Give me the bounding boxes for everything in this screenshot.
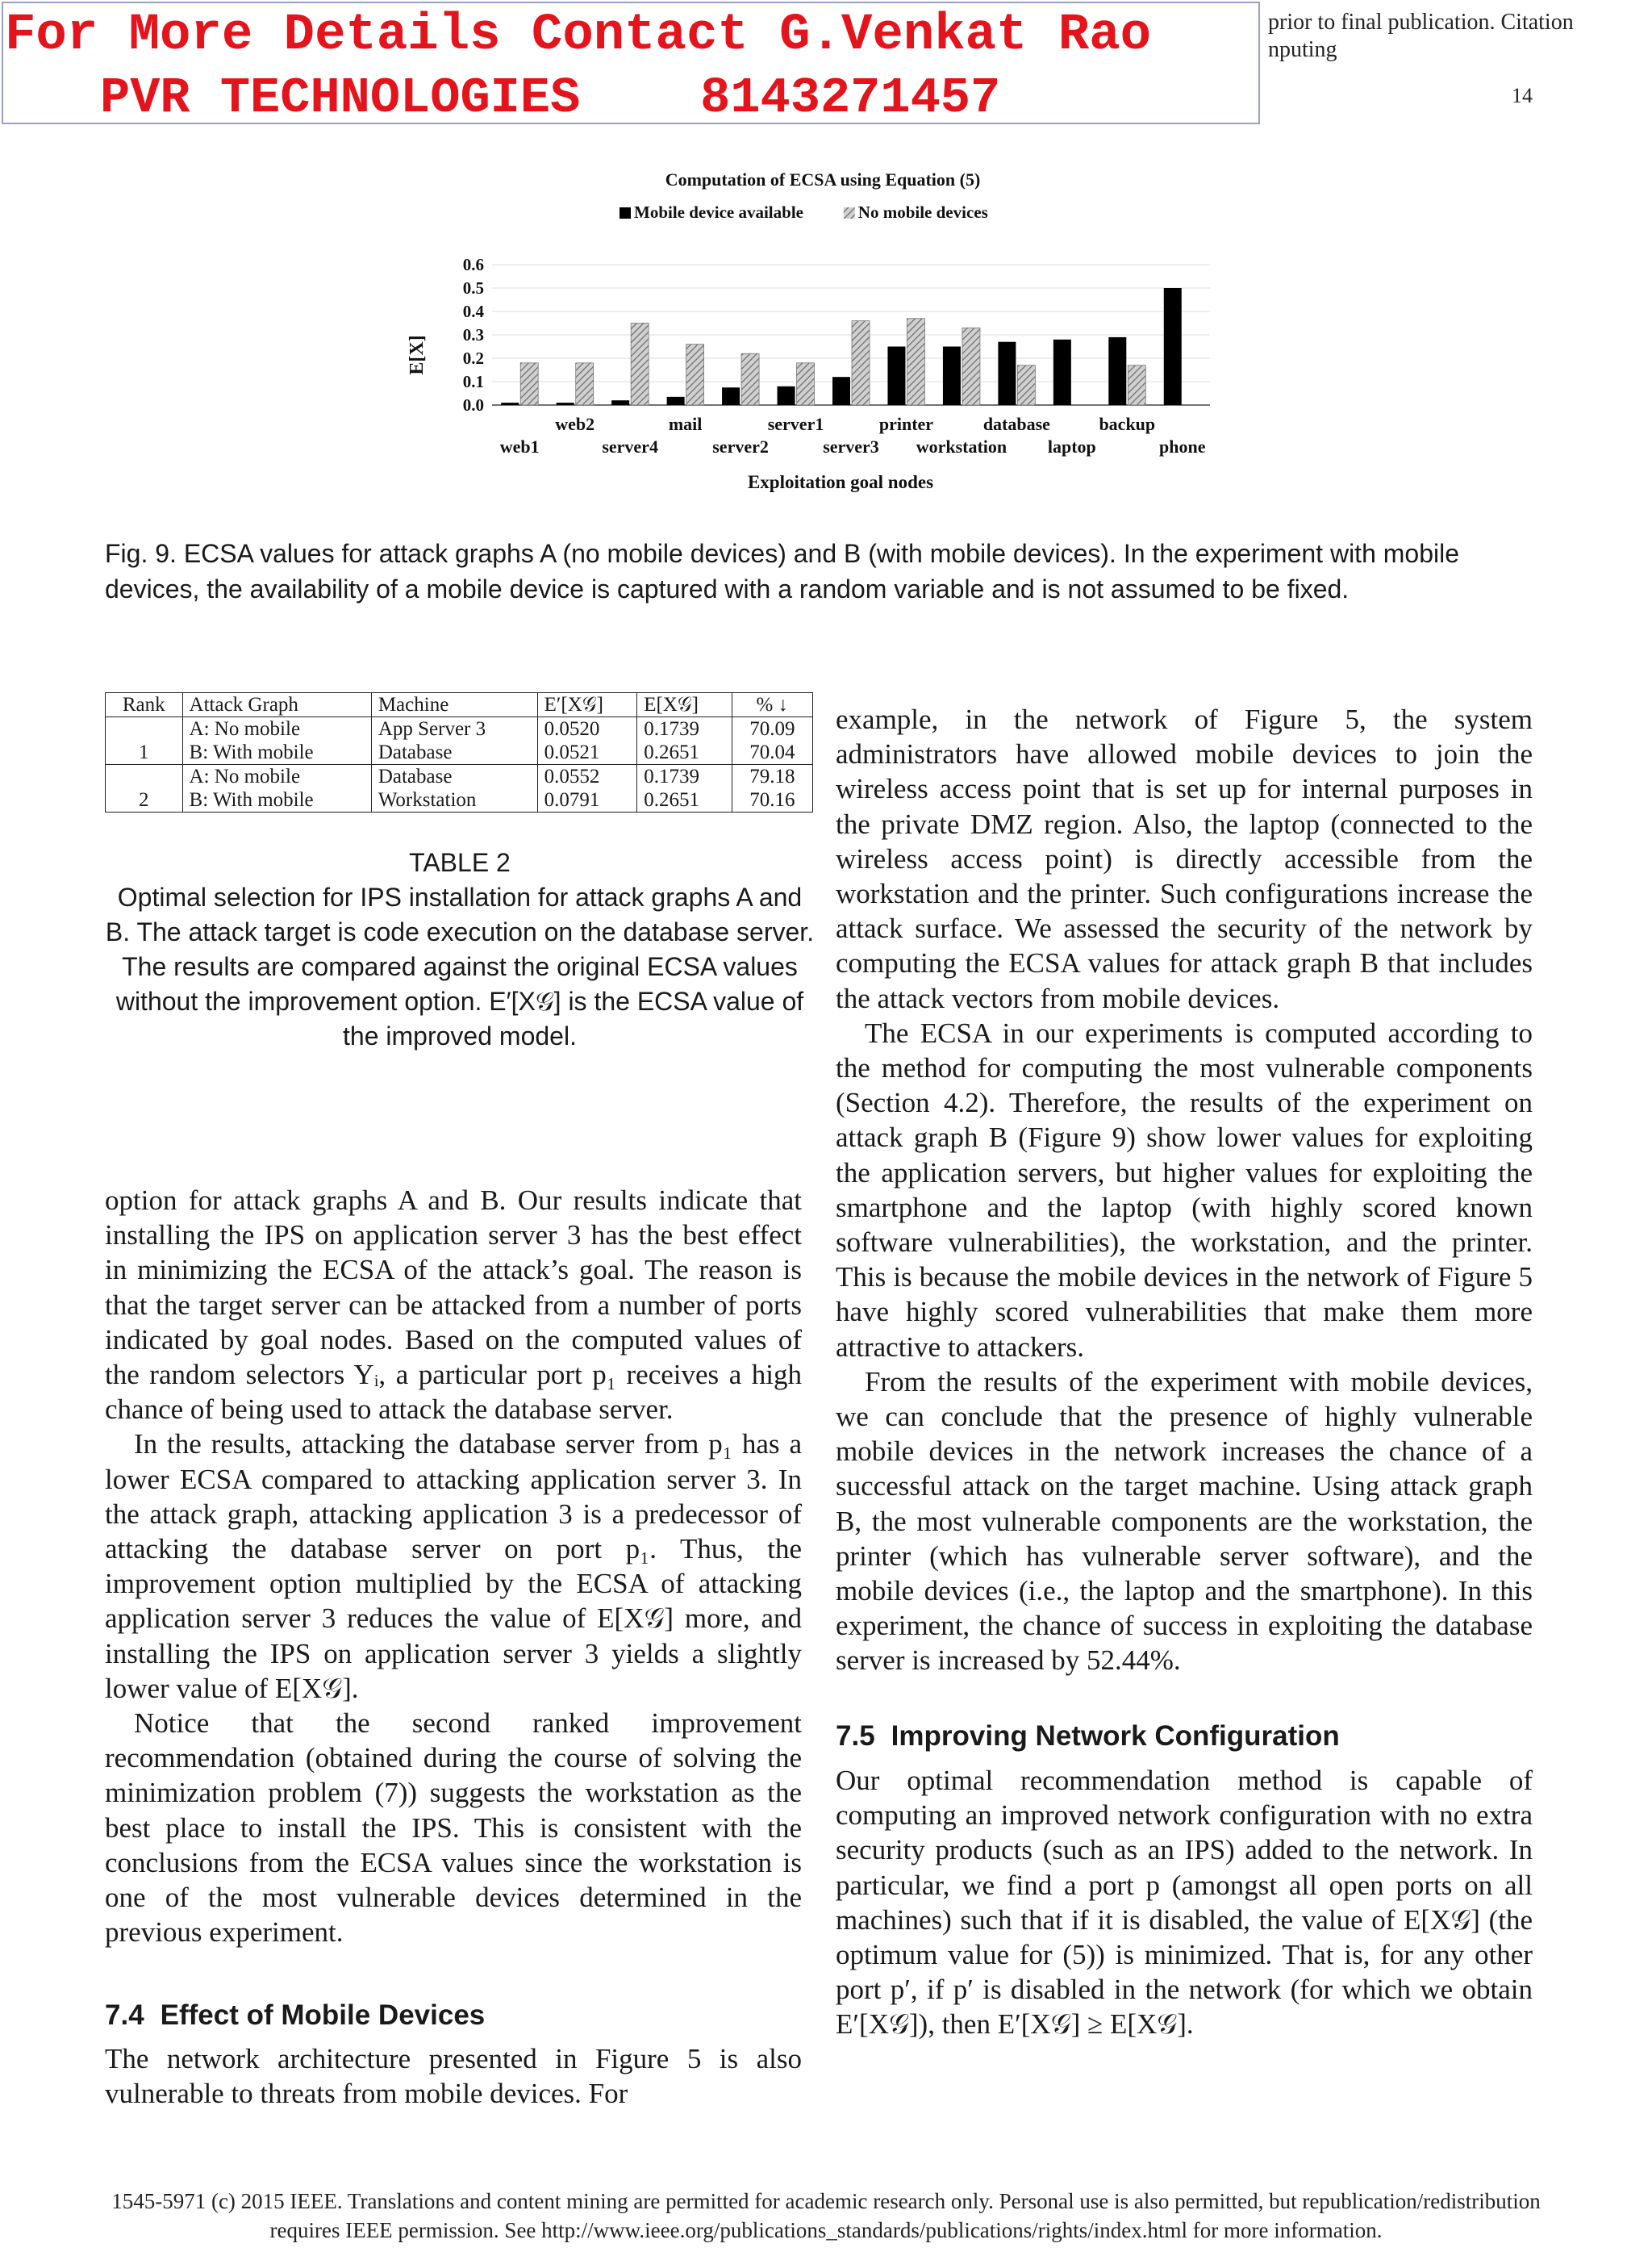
- cell-improved-ecsa: 0.0552: [537, 765, 637, 789]
- left-paragraph-1: option for attack graphs A and B. Our results indicate that installing the IPS on application server 3 has the best effect in minimizing the ECSA of the attack’s goal. The reason is that the target server can be attacked from a number of ports indicated by goal nodes. Based on the computed values of the random selectors Yᵢ, a particular port p₁ receives a high chance of being used to attack the database server.: [105, 1184, 802, 1426]
- contact-banner: [2, 2, 1260, 127]
- chart-bars: [501, 288, 1182, 405]
- figure-caption: [105, 536, 1533, 607]
- cell-percent: 70.16: [749, 789, 795, 811]
- y-tick-label: 0.2: [462, 349, 484, 368]
- y-axis-ticks: [463, 255, 485, 415]
- left-paragraph-2: In the results, attacking the database server from p₁ has a lower ECSA compared to attacking application server 3. In the attack graph, attacking application 3 is a predecessor of attacking the database server on port p₁. Thus, the improvement option multiplied by the ECSA of attacking application server 3 reduces the value of E[X𝒢] more, and installing the IPS on application server 3 yields a slightly lower value of E[X𝒢].: [105, 1428, 802, 1704]
- section-title: Effect of Mobile Devices: [160, 1999, 486, 2032]
- x-axis-ticks: [500, 414, 1206, 457]
- x-tick-label: server4: [602, 437, 658, 457]
- cell-attack-graph: B: With mobile: [182, 788, 371, 813]
- bar-server4-mobile: [611, 400, 629, 405]
- ecsa-bar-chart: [387, 161, 1307, 500]
- cell-attack-graph: A: No mobile: [182, 765, 371, 789]
- bar-printer-no-mobile: [907, 319, 924, 405]
- copyright-footer: [24, 2187, 1628, 2245]
- x-tick-label: workstation: [916, 437, 1007, 457]
- bar-laptop-mobile: [1053, 340, 1071, 405]
- y-axis-label: E[X]: [407, 335, 428, 375]
- y-tick-label: 0.3: [462, 325, 484, 345]
- bar-printer-mobile: [887, 347, 905, 406]
- table-caption-label: TABLE 2: [409, 848, 511, 877]
- page-number: 14: [1512, 84, 1533, 107]
- right-paragraph-4: Our optimal recommendation method is capable of computing an improved network configuration with no extra security products (such as an IPS) added to the network. In particular, we find a port p (amongst all open ports on all machines) such that if it is disabled, the value of E[X𝒢] (the optimum value for (5)) is minimized. That is, for any other port p′, if p′ is disabled in the network (for which we obtain E′[X𝒢]), then E′[X𝒢] ≥ E[X𝒢].: [836, 1764, 1533, 2041]
- x-tick-label: web1: [499, 437, 540, 457]
- y-tick-label: 0.4: [462, 302, 484, 321]
- bar-phone-mobile: [1164, 288, 1182, 405]
- col-header-improved-ecsa: E′[X𝒢]: [537, 693, 637, 717]
- figure-caption-text: Fig. 9. ECSA values for attack graphs A (no mobile devices) and B (with mobile devices). In the experiment with mobile devices, the availability of a mobile device is captured with a random variable and is not assumed to be fixed.: [105, 539, 1460, 604]
- cell-improved-ecsa: 0.0521: [537, 741, 637, 765]
- bar-backup-no-mobile: [1128, 366, 1145, 405]
- cell-rank: [106, 765, 183, 789]
- table-caption: [105, 846, 815, 1054]
- bar-server2-mobile: [722, 387, 740, 405]
- bar-web2-mobile: [557, 403, 574, 405]
- table-row: [106, 788, 813, 813]
- right-column-text: [836, 702, 1533, 2042]
- bar-workstation-mobile: [943, 347, 961, 406]
- chart-legend: [620, 203, 988, 222]
- bar-database-mobile: [998, 342, 1016, 405]
- bar-web1-mobile: [501, 403, 519, 405]
- left-paragraph-4: The network architecture presented in Figure 5 is also vulnerable to threats from mobile devices. For: [105, 2042, 802, 2109]
- cell-rank: [106, 717, 183, 742]
- bar-server1-no-mobile: [797, 363, 815, 405]
- table-header-row: [106, 693, 813, 717]
- cell-machine: Database: [371, 765, 537, 789]
- bar-server4-no-mobile: [631, 324, 649, 406]
- chart-title: Computation of ECSA using Equation (5): [665, 169, 981, 190]
- right-paragraph-3: From the results of the experiment with mobile devices, we can conclude that the presence of highly vulnerable mobile devices in the network increases the chance of a successful attack on the target machine. Using attack graph B, the most vulnerable components are the workstation, the printer (which has vulnerable server software), and the mobile devices (i.e., the laptop and the smartphone). In this experiment, the chance of success in exploiting the database server is increased by 52.44%.: [836, 1365, 1533, 1677]
- bar-server1-mobile: [778, 386, 795, 405]
- cell-attack-graph: A: No mobile: [182, 717, 371, 742]
- cell-ecsa: 0.1739: [637, 717, 732, 742]
- bar-web2-no-mobile: [576, 363, 594, 405]
- cell-percent: 79.18: [749, 766, 795, 788]
- col-header-machine: Machine: [371, 693, 537, 717]
- table-row: [106, 717, 813, 742]
- y-tick-label: 0.5: [462, 278, 484, 298]
- x-tick-label: server1: [767, 414, 824, 434]
- cell-machine: Database: [371, 741, 537, 765]
- cell-ecsa: 0.1739: [637, 765, 732, 789]
- y-tick-label: 0.0: [462, 395, 484, 415]
- bar-backup-mobile: [1108, 337, 1126, 405]
- x-tick-label: printer: [878, 414, 934, 434]
- cell-improved-ecsa: 0.0791: [537, 788, 637, 813]
- y-tick-label: 0.1: [462, 372, 484, 391]
- section-title: Improving Network Configuration: [891, 1719, 1340, 1752]
- bar-server3-mobile: [832, 377, 850, 405]
- table-caption-text: Optimal selection for IPS installation for attack graphs A and B. The attack target is code execution on the database server. The results are compared against the original ECSA values without the improvement option. E′[X𝒢] is the ECSA value of the improved model.: [105, 883, 815, 1051]
- table-row: [106, 765, 813, 789]
- cell-improved-ecsa: 0.0520: [537, 717, 637, 742]
- chart-gridlines: [492, 265, 1210, 405]
- footer-line-2: requires IEEE permission. See http://www.ieee.org/publications_standards/publications/rights/index.html for more information.: [269, 2218, 1383, 2242]
- cell-ecsa: 0.2651: [637, 741, 732, 765]
- right-paragraph-2: The ECSA in our experiments is computed according to the method for computing the most vulnerable components (Section 4.2). Therefore, the results of the experiment on attack graph B (Figure 9) show lower values for exploiting the application servers, but higher values for exploiting the smartphone and the laptop (with highly scored known software vulnerabilities), the workstation, and the printer. This is because the mobile devices in the network of Figure 5 have highly scored vulnerabilities that make them more attractive to attackers.: [836, 1017, 1533, 1363]
- cell-machine: Workstation: [371, 788, 537, 813]
- bar-server2-no-mobile: [741, 353, 759, 405]
- col-header-ecsa: E[X𝒢]: [637, 693, 732, 717]
- x-tick-label: web2: [555, 414, 595, 434]
- left-paragraph-3: Notice that the second ranked improvement recommendation (obtained during the course of solving the minimization problem (7)) suggests the workstation as the best place to install the IPS. This is consistent with the conclusions from the ECSA values since the workstation is one of the most vulnerable devices determined in the previous experiment.: [105, 1707, 802, 1949]
- ips-results-table: [105, 692, 813, 813]
- cell-ecsa: 0.2651: [637, 788, 732, 813]
- x-tick-label: phone: [1159, 437, 1206, 457]
- section-number: 7.5: [836, 1719, 875, 1752]
- banner-company-line: PVR TECHNOLOGIES 8143271457: [100, 69, 1001, 127]
- cell-rank: 1: [106, 741, 183, 765]
- section-heading-7-5: [836, 1719, 1533, 1753]
- cell-rank: 2: [106, 788, 183, 813]
- left-column-text: [105, 1183, 802, 2111]
- right-paragraph-1: example, in the network of Figure 5, the system administrators have allowed mobile devices to join the wireless access point that is set up for internal purposes in the private DMZ region. Also, the laptop (connected to the wireless access point) is directly accessible from the workstation and the printer. Such configurations increase the attack surface. We assessed the security of the network by computing the ECSA values for attack graph B that includes the attack vectors from mobile devices.: [836, 704, 1533, 1014]
- x-tick-label: laptop: [1047, 437, 1096, 457]
- bar-mail-mobile: [667, 397, 685, 405]
- section-heading-7-4: [105, 1998, 802, 2032]
- legend-label: Mobile device available: [634, 203, 803, 222]
- y-tick-label: 0.6: [462, 255, 484, 274]
- bar-mail-no-mobile: [686, 345, 704, 405]
- cell-percent: 70.04: [749, 742, 795, 763]
- footer-line-1: 1545-5971 (c) 2015 IEEE. Translations and content mining are permitted for academic research only. Personal use is also permitted, but republication/redistribution: [111, 2189, 1541, 2213]
- bar-workstation-no-mobile: [962, 328, 980, 405]
- x-tick-label: server3: [823, 437, 879, 457]
- cell-attack-graph: B: With mobile: [182, 741, 371, 765]
- x-tick-label: database: [982, 414, 1050, 434]
- header-citation-line: prior to final publication. Citation: [1268, 10, 1574, 35]
- header-journal-line: nputing: [1268, 37, 1337, 62]
- col-header-rank: Rank: [106, 693, 183, 717]
- legend-swatch: [844, 207, 855, 219]
- table-row: [106, 741, 813, 765]
- x-tick-label: mail: [668, 414, 703, 434]
- cell-percent: 70.09: [749, 718, 795, 740]
- bar-server3-no-mobile: [852, 321, 870, 405]
- col-header-attack-graph: Attack Graph: [182, 693, 371, 717]
- bar-database-no-mobile: [1017, 366, 1035, 405]
- legend-swatch: [620, 207, 631, 219]
- section-number: 7.4: [105, 1999, 144, 2032]
- banner-contact-line: For More Details Contact G.Venkat Rao: [5, 6, 1152, 65]
- legend-label: No mobile devices: [857, 203, 988, 222]
- bar-web1-no-mobile: [520, 363, 538, 405]
- x-axis-label: Exploitation goal nodes: [747, 472, 934, 492]
- x-tick-label: server2: [712, 437, 769, 457]
- col-header-percent-reduction: % ↓: [756, 694, 789, 716]
- cell-machine: App Server 3: [371, 717, 537, 742]
- x-tick-label: backup: [1099, 414, 1156, 434]
